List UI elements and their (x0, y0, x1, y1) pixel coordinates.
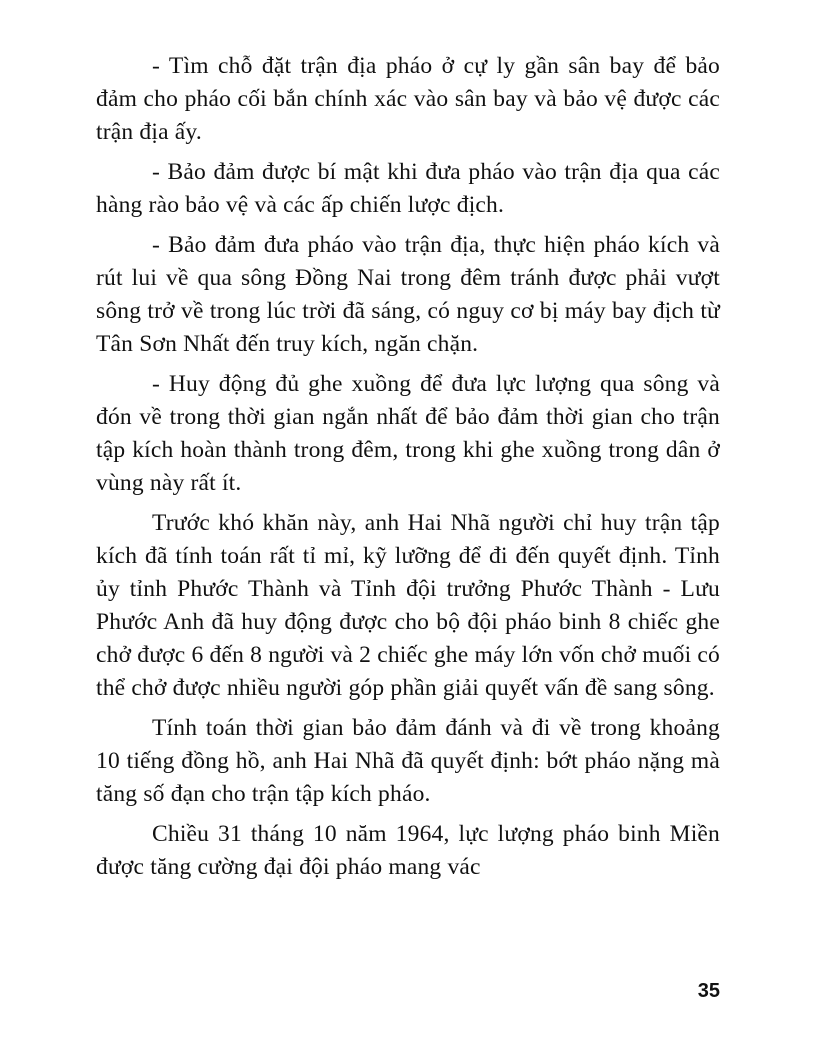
paragraph-6: Tính toán thời gian bảo đảm đánh và đi về trong khoảng 10 tiếng đồng hồ, anh Hai Nhã đã quyết định: bớt pháo nặng mà tăng số đạn cho trận tập kích pháo. (96, 715, 720, 807)
paragraph-1: - Tìm chỗ đặt trận địa pháo ở cự ly gần sân bay để bảo đảm cho pháo cối bắn chính xác vào sân bay và bảo vệ được các trận địa ấy. (96, 53, 720, 145)
paragraph-3: - Bảo đảm đưa pháo vào trận địa, thực hiện pháo kích và rút lui về qua sông Đồng Nai trong đêm tránh được phải vượt sông trở về trong lúc trời đã sáng, có nguy cơ bị máy bay địch từ Tân Sơn Nhất đến truy kích, ngăn chặn. (96, 232, 720, 357)
page-number: 35 (697, 980, 720, 1002)
paragraph-2: - Bảo đảm được bí mật khi đưa pháo vào trận địa qua các hàng rào bảo vệ và các ấp chiến lược địch. (96, 159, 720, 218)
body-text (96, 50, 720, 891)
paragraph-5: Trước khó khăn này, anh Hai Nhã người chỉ huy trận tập kích đã tính toán rất tỉ mỉ, kỹ lưỡng để đi đến quyết định. Tỉnh ủy tỉnh Phước Thành và Tỉnh đội trưởng Phước Thành - Lưu Phước Anh đã huy động được cho bộ đội pháo binh 8 chiếc ghe chở được 6 đến 8 người và 2 chiếc ghe máy lớn vốn chở muối có thể chở được nhiều người góp phần giải quyết vấn đề sang sông. (96, 510, 720, 701)
paragraph-4: - Huy động đủ ghe xuồng để đưa lực lượng qua sông và đón về trong thời gian ngắn nhất để bảo đảm thời gian cho trận tập kích hoàn thành trong đêm, trong khi ghe xuồng trong dân ở vùng này rất ít. (96, 371, 720, 496)
paragraph-7: Chiều 31 tháng 10 năm 1964, lực lượng pháo binh Miền được tăng cường đại đội pháo mang vác (96, 821, 720, 880)
